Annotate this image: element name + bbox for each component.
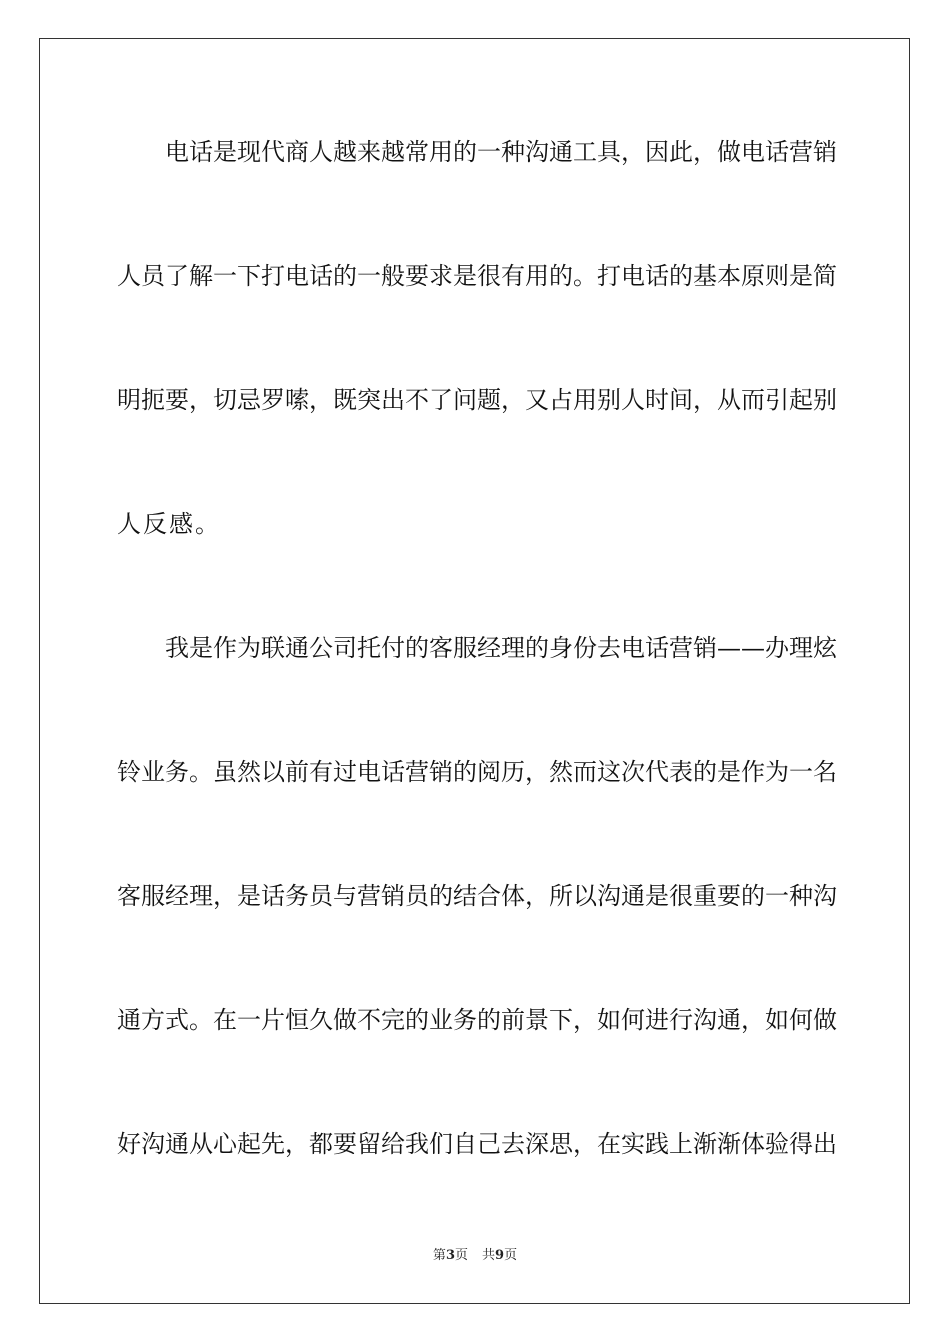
paragraph-2-line-4: 通方式。在一片恒久做不完的业务的前景下，如何进行沟通，如何做 [117,1006,837,1034]
paragraph-2-line-3: 客服经理，是话务员与营销员的结合体，所以沟通是很重要的一种沟 [117,882,837,910]
page-prefix: 第 [432,1248,446,1263]
paragraph-1-line-1: 电话是现代商人越来越常用的一种沟通工具，因此，做电话营销 [165,138,837,166]
page-footer [0,1247,950,1265]
total-prefix: 共 [482,1248,496,1263]
paragraph-1-line-4: 人反感。 [117,510,221,538]
page-current: 3 [445,1248,455,1263]
paragraph-2-line-1: 我是作为联通公司托付的客服经理的身份去电话营销——办理炫 [165,634,837,662]
page-total: 9 [495,1248,505,1263]
page-border [39,38,910,1304]
total-suffix: 页 [504,1248,518,1263]
page-suffix: 页 [454,1248,468,1263]
paragraph-1-line-2: 人员了解一下打电话的一般要求是很有用的。打电话的基本原则是简 [117,262,837,290]
paragraph-2-line-5: 好沟通从心起先，都要留给我们自己去深思，在实践上渐渐体验得出 [117,1130,837,1158]
paragraph-1-line-3: 明扼要，切忌罗嗦，既突出不了问题，又占用别人时间，从而引起别 [117,386,837,414]
paragraph-2-line-2: 铃业务。虽然以前有过电话营销的阅历，然而这次代表的是作为一名 [117,758,837,786]
